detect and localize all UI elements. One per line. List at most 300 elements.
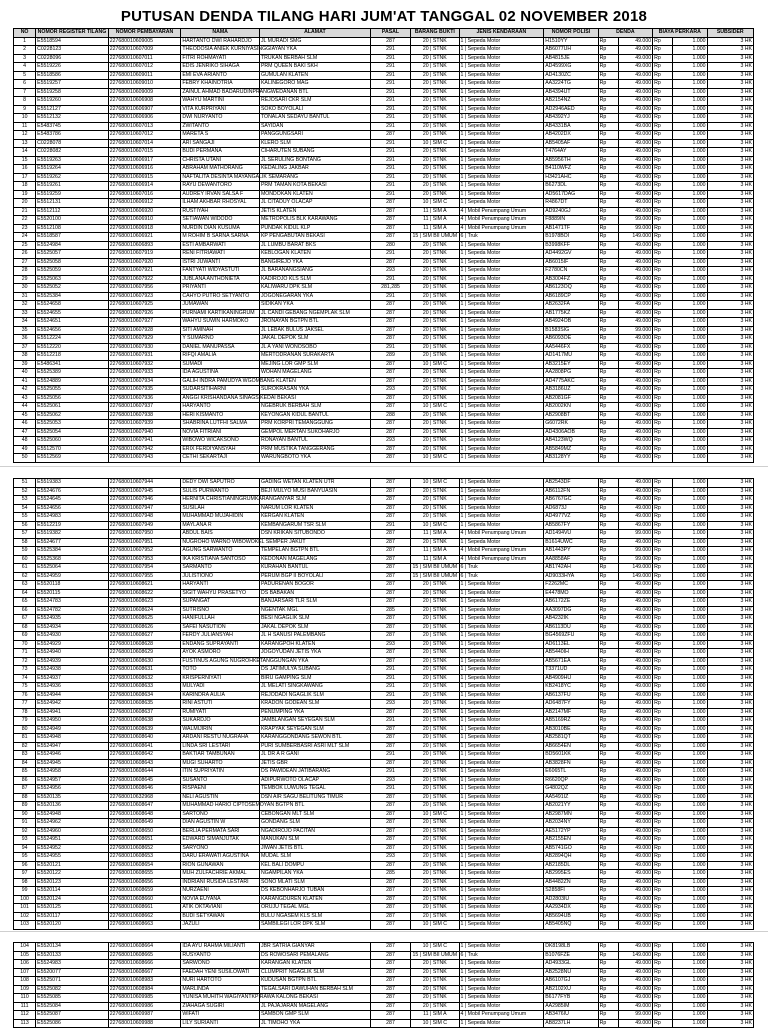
row-number: 67 bbox=[14, 615, 36, 624]
register-number: E5525060 bbox=[36, 437, 109, 446]
payment-number: 227680010607939 bbox=[108, 420, 181, 429]
row-number: 98 bbox=[14, 878, 36, 887]
fine-currency: Rp bbox=[598, 844, 618, 853]
plate-number: AA5446FX bbox=[544, 343, 598, 352]
offender-name: NELI AGUSTIN bbox=[181, 793, 260, 802]
vehicle-type: 1 | Sepeda Motor bbox=[459, 538, 544, 547]
offender-name: YUNISA MUHITH WAGIYANTKP RAWA KALONG BEKASI bbox=[182, 994, 318, 1001]
plate-number: AA8858AF bbox=[544, 555, 598, 564]
vehicle-type: 1 | Sepeda Motor bbox=[459, 122, 544, 131]
vehicle-type: 1 | Sepeda Motor bbox=[459, 80, 544, 89]
plate-number: AB2081GF bbox=[544, 394, 598, 403]
court-fee-amount: 1.000 bbox=[673, 233, 707, 242]
subsidiary-days: 3 HK bbox=[707, 895, 754, 904]
row-number: 78 bbox=[14, 708, 36, 717]
subsidiary-days: 3 HK bbox=[707, 275, 753, 284]
fee-currency: Rp bbox=[653, 190, 673, 199]
offender-address: CLUMPRIT NGAGLIK SLM bbox=[259, 968, 370, 977]
violated-article: 291 bbox=[370, 63, 410, 72]
court-fee-amount: 1.000 bbox=[673, 216, 707, 225]
violated-article: 285 bbox=[370, 606, 410, 615]
table-row bbox=[14, 572, 754, 581]
court-fee-amount: 1.000 bbox=[673, 1002, 707, 1011]
offender-name: RUSYANTO bbox=[181, 951, 260, 960]
subsidiary-days: 3 HK bbox=[707, 717, 754, 726]
plate-number: AD6487FY bbox=[544, 700, 598, 709]
fee-currency: Rp bbox=[653, 572, 673, 581]
subsidiary-days: 3 HK bbox=[707, 1011, 754, 1020]
evidence-item: 20 | STNK bbox=[411, 827, 459, 836]
fee-currency: Rp bbox=[653, 250, 673, 259]
payment-number: 227680010608653 bbox=[108, 853, 181, 862]
subsidiary-days: 3 HK bbox=[707, 114, 753, 123]
vehicle-type: 1 | Sepeda Motor bbox=[459, 768, 544, 777]
offender-name: BAKTIAR TAMBUNAN bbox=[181, 751, 260, 760]
plate-number: AD4306AOB bbox=[544, 428, 598, 437]
evidence-item: 20 | STNK bbox=[411, 131, 459, 140]
evidence-item: 20 | STNK bbox=[411, 887, 459, 896]
violated-article: 287 bbox=[370, 951, 410, 960]
table-row bbox=[14, 437, 754, 446]
offender-name: ABDUL BAIS bbox=[181, 530, 260, 539]
court-fee-amount: 1.000 bbox=[673, 700, 707, 709]
court-fee-amount: 1.000 bbox=[673, 581, 707, 590]
offender-address: ORUJU TEGAL MGL bbox=[259, 904, 370, 913]
fine-amount: 49.000 bbox=[618, 71, 652, 80]
fee-currency: Rp bbox=[653, 37, 673, 46]
offender-address: KALIWARU DPK SLM bbox=[259, 284, 370, 293]
fee-currency: Rp bbox=[653, 182, 673, 191]
violated-article: 291 bbox=[370, 156, 410, 165]
offender-address: JL PAJAJARAN MAGELANG bbox=[259, 1002, 370, 1011]
page-break bbox=[0, 931, 768, 932]
table-row bbox=[14, 156, 754, 165]
fine-currency: Rp bbox=[598, 1002, 618, 1011]
fee-currency: Rp bbox=[653, 725, 673, 734]
offender-address: TONALAN SEDAYU BANTUL bbox=[259, 114, 370, 123]
court-fee-amount: 1.000 bbox=[673, 156, 707, 165]
court-fee-amount: 1.000 bbox=[673, 943, 707, 952]
register-number: E5524945 bbox=[36, 759, 109, 768]
vehicle-type: 4 | Mobil Penumpang Umum bbox=[459, 216, 544, 225]
register-number: E5520117 bbox=[36, 912, 109, 921]
court-fee-amount: 1.000 bbox=[673, 360, 707, 369]
vehicle-type: 1 | Sepeda Motor bbox=[459, 853, 544, 862]
fine-currency: Rp bbox=[598, 88, 618, 97]
plate-number: S2858FI bbox=[544, 887, 598, 896]
vehicle-type: 1 | Sepeda Motor bbox=[459, 496, 544, 505]
fine-currency: Rp bbox=[598, 275, 618, 284]
plate-number: R4867DT bbox=[544, 199, 598, 208]
vehicle-type: 1 | Sepeda Motor bbox=[459, 725, 544, 734]
payment-number: 227680010607012 bbox=[108, 63, 181, 72]
table-row bbox=[14, 768, 754, 777]
offender-name: SUMADI bbox=[181, 360, 260, 369]
register-number: E5519382 bbox=[36, 530, 109, 539]
table-row bbox=[14, 606, 754, 615]
evidence-item: 20 | STNK bbox=[411, 734, 459, 743]
vehicle-type: 1 | Sepeda Motor bbox=[459, 589, 544, 598]
offender-address: JL H SANUSI PALEMBANG bbox=[259, 632, 370, 641]
fine-currency: Rp bbox=[598, 776, 618, 785]
register-number: E5518594 bbox=[36, 37, 109, 46]
plate-number: AB4123WQ bbox=[544, 437, 598, 446]
fee-currency: Rp bbox=[653, 199, 673, 208]
fee-currency: Rp bbox=[653, 437, 673, 446]
plate-number: AB6172ZE bbox=[544, 598, 598, 607]
vehicle-type: 1 | Sepeda Motor bbox=[459, 968, 544, 977]
fine-currency: Rp bbox=[598, 912, 618, 921]
subsidiary-days: 3 HK bbox=[707, 904, 754, 913]
register-number: E5519383 bbox=[36, 479, 109, 488]
vehicle-type: 1 | Sepeda Motor bbox=[459, 369, 544, 378]
fine-amount: 49.000 bbox=[618, 80, 652, 89]
evidence-item: 11 | SIM A bbox=[411, 530, 459, 539]
payment-number: 227680010607947 bbox=[108, 504, 181, 513]
violated-article: 287 bbox=[370, 615, 410, 624]
subsidiary-days: 3 HK bbox=[707, 386, 753, 395]
plate-number: AB6015IF bbox=[544, 258, 598, 267]
table-row bbox=[14, 309, 754, 318]
violated-article: 291 bbox=[370, 292, 410, 301]
row-number: 79 bbox=[14, 717, 36, 726]
table-row bbox=[14, 547, 754, 556]
violated-article: 287 bbox=[370, 742, 410, 751]
payment-number: 227680010607012 bbox=[108, 131, 181, 140]
fine-amount: 49.000 bbox=[618, 912, 652, 921]
offender-name: DARU ERAWATI AGUSTINA bbox=[181, 853, 260, 862]
evidence-item: 20 | STNK bbox=[411, 589, 459, 598]
evidence-item: 20 | STNK bbox=[411, 88, 459, 97]
subsidiary-days: 3 HK bbox=[707, 445, 753, 454]
plate-number: AB5956TH bbox=[544, 156, 598, 165]
fine-currency: Rp bbox=[598, 802, 618, 811]
court-fee-amount: 1.000 bbox=[673, 199, 707, 208]
register-number: E5512224 bbox=[36, 335, 109, 344]
plate-number: AD2946AED bbox=[544, 105, 598, 114]
fine-currency: Rp bbox=[598, 878, 618, 887]
table-row bbox=[14, 369, 754, 378]
offender-name: NAFTALITA DESINTA MAYANGALIK SEMARANG bbox=[182, 173, 299, 180]
payment-number: 227680010608660 bbox=[108, 895, 181, 904]
court-fee-amount: 1.000 bbox=[673, 207, 707, 216]
violated-article: 287 bbox=[370, 844, 410, 853]
violated-article: 293 bbox=[370, 437, 410, 446]
fine-currency: Rp bbox=[598, 80, 618, 89]
fine-currency: Rp bbox=[598, 666, 618, 675]
offender-name: THEODOSIA ANIEK KURNIYASINGGIAYAN YKA bbox=[182, 46, 297, 53]
payment-number: 227680010608626 bbox=[108, 623, 181, 632]
violated-article: 287 bbox=[370, 309, 410, 318]
plate-number: AB1775KZ bbox=[544, 309, 598, 318]
payment-number: 227680010607955 bbox=[108, 572, 181, 581]
payment-number: 227680010607945 bbox=[108, 487, 181, 496]
offender-address: WOHAN MAGELANG bbox=[259, 369, 370, 378]
subsidiary-days: 3 HK bbox=[707, 734, 754, 743]
court-fee-amount: 1.000 bbox=[673, 377, 707, 386]
evidence-item: 20 | STNK bbox=[411, 802, 459, 811]
offender-name: WAHYU MARTINI bbox=[181, 97, 260, 106]
payment-number: 227680010608631 bbox=[108, 666, 181, 675]
row-number: 93 bbox=[14, 836, 36, 845]
payment-number: 227680010608665 bbox=[108, 951, 181, 960]
court-fee-amount: 1.000 bbox=[673, 861, 707, 870]
vehicle-type: 1 | Sepeda Motor bbox=[459, 666, 544, 675]
offender-name: EMI EVA ARIANTO bbox=[181, 71, 260, 80]
plate-number: AB4392YJ bbox=[544, 114, 598, 123]
payment-number: 227680010607944 bbox=[108, 479, 181, 488]
fines-table-1 bbox=[13, 28, 754, 463]
fee-currency: Rp bbox=[653, 951, 673, 960]
offender-address: SIDIKAN YKA bbox=[259, 301, 370, 310]
table-row bbox=[14, 496, 754, 505]
evidence-item: 20 | STNK bbox=[411, 326, 459, 335]
fine-currency: Rp bbox=[598, 46, 618, 55]
offender-name: LILY SURIANTI bbox=[181, 1019, 260, 1028]
register-number: E5525384 bbox=[36, 292, 109, 301]
table-row bbox=[14, 615, 754, 624]
document-title: PUTUSAN DENDA TILANG HARI JUM'AT TANGGAL 02 NOVEMBER 2018 bbox=[120, 8, 648, 25]
evidence-item: 20 | STNK bbox=[411, 496, 459, 505]
table-row bbox=[14, 131, 754, 140]
evidence-item: 20 | STNK bbox=[411, 615, 459, 624]
payment-number: 227680010608630 bbox=[108, 657, 181, 666]
offender-address: JIWAN JETIS BTL bbox=[259, 844, 370, 853]
violated-article: 289 bbox=[370, 352, 410, 361]
court-fee-amount: 1.000 bbox=[673, 977, 707, 986]
fine-amount: 49.000 bbox=[618, 538, 652, 547]
fee-currency: Rp bbox=[653, 912, 673, 921]
violated-article: 287 bbox=[370, 1019, 410, 1028]
row-number: 43 bbox=[14, 394, 36, 403]
fine-currency: Rp bbox=[598, 657, 618, 666]
col-article-header: PASAL bbox=[370, 29, 410, 38]
court-fee-amount: 1.000 bbox=[673, 623, 707, 632]
table-row bbox=[14, 139, 754, 148]
fine-amount: 49.000 bbox=[618, 37, 652, 46]
payment-number: 227680010608642 bbox=[108, 751, 181, 760]
payment-number: 227680010632968 bbox=[108, 793, 181, 802]
row-number: 77 bbox=[14, 700, 36, 709]
violated-article: 287 bbox=[370, 318, 410, 327]
offender-address: KARANGGONDANG SEWON BTL bbox=[259, 734, 370, 743]
register-number: E5524783 bbox=[36, 598, 109, 607]
offender-name: KRISPERNIYATI bbox=[181, 674, 260, 683]
fee-currency: Rp bbox=[653, 224, 673, 233]
fee-currency: Rp bbox=[653, 173, 673, 182]
register-number: E5512570 bbox=[36, 445, 109, 454]
row-number: 52 bbox=[14, 487, 36, 496]
violated-article: 287 bbox=[370, 960, 410, 969]
fine-currency: Rp bbox=[598, 445, 618, 454]
offender-name: PRIYANTI bbox=[181, 284, 260, 293]
row-number: 14 bbox=[14, 148, 36, 157]
table-row bbox=[14, 674, 754, 683]
fine-amount: 49.000 bbox=[618, 640, 652, 649]
fee-currency: Rp bbox=[653, 853, 673, 862]
offender-address: JL CITADUY OLACAP bbox=[259, 199, 370, 208]
fee-currency: Rp bbox=[653, 819, 673, 828]
fee-currency: Rp bbox=[653, 496, 673, 505]
fine-amount: 49.000 bbox=[618, 759, 652, 768]
court-fee-amount: 1.000 bbox=[673, 985, 707, 994]
offender-address: SOKO BOYOLALI bbox=[259, 105, 370, 114]
fine-amount: 49.000 bbox=[618, 632, 652, 641]
court-fee-amount: 1.000 bbox=[673, 114, 707, 123]
plate-number: AB4909HU bbox=[544, 674, 598, 683]
violated-article: 287 bbox=[370, 994, 410, 1003]
plate-number: AB2543DF bbox=[544, 479, 598, 488]
row-number: 20 bbox=[14, 199, 36, 208]
fine-amount: 49.000 bbox=[618, 921, 652, 930]
violated-article: 291 bbox=[370, 165, 410, 174]
row-number: 24 bbox=[14, 233, 36, 242]
subsidiary-days: 3 HK bbox=[707, 326, 753, 335]
vehicle-type: 1 | Sepeda Motor bbox=[459, 326, 544, 335]
table-row bbox=[14, 445, 754, 454]
fine-amount: 49.000 bbox=[618, 207, 652, 216]
row-number: 109 bbox=[14, 985, 36, 994]
fee-currency: Rp bbox=[653, 504, 673, 513]
payment-number: 227680010607927 bbox=[108, 318, 181, 327]
subsidiary-days: 3 HK bbox=[707, 258, 753, 267]
evidence-item: 20 | STNK bbox=[411, 751, 459, 760]
offender-name: IDA AGUSTINA bbox=[181, 369, 260, 378]
plate-number: AD6873J bbox=[544, 504, 598, 513]
col-court-fee-header: BIAYA PERKARA bbox=[653, 29, 707, 38]
fee-currency: Rp bbox=[653, 97, 673, 106]
table-row bbox=[14, 708, 754, 717]
offender-name: BUDI PERMANA bbox=[181, 148, 260, 157]
row-number: 82 bbox=[14, 742, 36, 751]
plate-number: E6065TL bbox=[544, 768, 598, 777]
plate-number: BG4569ZFU bbox=[544, 632, 598, 641]
fine-currency: Rp bbox=[598, 360, 618, 369]
offender-address: KARANGAN KLATEN bbox=[259, 960, 370, 969]
row-number: 97 bbox=[14, 870, 36, 879]
row-number: 64 bbox=[14, 589, 36, 598]
subsidiary-days: 3 HK bbox=[707, 156, 753, 165]
offender-name: RUSTIYAH bbox=[181, 207, 260, 216]
subsidiary-days: 3 HK bbox=[707, 555, 754, 564]
fine-currency: Rp bbox=[598, 394, 618, 403]
fine-currency: Rp bbox=[598, 994, 618, 1003]
plate-number: F8889IN bbox=[544, 216, 598, 225]
register-number: E5524948 bbox=[36, 734, 109, 743]
offender-address: JL A YANI WONOSOBO bbox=[259, 343, 370, 352]
register-number: E5524656 bbox=[36, 326, 109, 335]
plate-number: AB5169RZ bbox=[544, 717, 598, 726]
offender-address: JL LUMBU BARAT BKS bbox=[259, 241, 370, 250]
offender-address: KRADON GODEAN SLM bbox=[259, 700, 370, 709]
subsidiary-days: 3 HK bbox=[707, 131, 753, 140]
offender-address: TEGALSARI DAWUHAN BERBAH SLM bbox=[259, 985, 370, 994]
offender-name: IKA KRISTIANA SANTOSO bbox=[181, 555, 260, 564]
fee-currency: Rp bbox=[653, 292, 673, 301]
fine-currency: Rp bbox=[598, 759, 618, 768]
fine-amount: 49.000 bbox=[618, 496, 652, 505]
plate-number: AB3004FZ bbox=[544, 275, 598, 284]
register-number: E5512219 bbox=[36, 521, 109, 530]
offender-address: KEYONGAN KIDUL BANTUL bbox=[259, 411, 370, 420]
fee-currency: Rp bbox=[653, 640, 673, 649]
offender-name: SAFEI NASUTION bbox=[181, 623, 260, 632]
evidence-item: 20 | STNK bbox=[411, 708, 459, 717]
row-number: 94 bbox=[14, 844, 36, 853]
payment-number: 227680010607951 bbox=[108, 538, 181, 547]
fine-amount: 49.000 bbox=[618, 139, 652, 148]
vehicle-type: 1 | Sepeda Motor bbox=[459, 267, 544, 276]
violated-article: 287 bbox=[370, 581, 410, 590]
payment-number: 227680010609988 bbox=[108, 1019, 181, 1028]
vehicle-type: 1 | Sepeda Motor bbox=[459, 742, 544, 751]
row-number: 32 bbox=[14, 301, 36, 310]
fine-amount: 49.000 bbox=[618, 853, 652, 862]
offender-name: WALMIJIRIN bbox=[181, 725, 260, 734]
offender-address: PRM MUSTIKA TANGGERANG bbox=[259, 445, 370, 454]
fee-currency: Rp bbox=[653, 165, 673, 174]
register-number: E5512127 bbox=[36, 105, 109, 114]
offender-address: NGADIROJO PACITAN bbox=[259, 827, 370, 836]
row-number: 33 bbox=[14, 309, 36, 318]
offender-address: BULU NGASEM KLS SLM bbox=[259, 912, 370, 921]
plate-number: H1510YY bbox=[544, 37, 598, 46]
offender-name: MAYLANA R bbox=[181, 521, 260, 530]
row-number: 11 bbox=[14, 122, 36, 131]
fee-currency: Rp bbox=[653, 666, 673, 675]
offender-address: KEDONAN MAGELANG bbox=[259, 555, 370, 564]
fine-amount: 49.000 bbox=[618, 785, 652, 794]
subsidiary-days: 3 HK bbox=[707, 589, 754, 598]
register-number: E5512220 bbox=[36, 343, 109, 352]
plate-number: AB2581QT bbox=[544, 734, 598, 743]
fee-currency: Rp bbox=[653, 564, 673, 573]
fee-currency: Rp bbox=[653, 454, 673, 463]
offender-name: ILHAM AKHBAR RHOSYAL bbox=[181, 199, 260, 208]
payment-number: 227680010607013 bbox=[108, 122, 181, 131]
register-number: E5483786 bbox=[36, 131, 109, 140]
offender-address: DS KEBONHARJO TUBAN bbox=[259, 887, 370, 896]
court-fee-amount: 1.000 bbox=[673, 994, 707, 1003]
payment-number: 227680010608649 bbox=[108, 819, 181, 828]
offender-name: NOVIA FITRIANI bbox=[181, 428, 260, 437]
offender-name: SHABRINA LUTFHI SALMA bbox=[181, 420, 260, 429]
table-row bbox=[14, 742, 754, 751]
fine-amount: 49.000 bbox=[618, 943, 652, 952]
vehicle-type: 4 | Mobil Penumpang Umum bbox=[459, 530, 544, 539]
payment-number: 227680010607923 bbox=[108, 292, 181, 301]
col-vehicle-header: JENIS KENDARAAN bbox=[459, 29, 544, 38]
court-fee-amount: 1.000 bbox=[673, 309, 707, 318]
offender-name: KARINDRA AULIA bbox=[181, 691, 260, 700]
offender-address: PRM TAMAN KOTA BEKASI bbox=[259, 182, 370, 191]
plate-number: AB5741GO bbox=[544, 844, 598, 853]
evidence-item: 10 | SIM C bbox=[411, 139, 459, 148]
offender-name: ARI SANGAJI bbox=[181, 139, 260, 148]
register-number: E5519264 bbox=[36, 165, 109, 174]
subsidiary-days: 3 HK bbox=[707, 454, 753, 463]
vehicle-type: 1 | Sepeda Motor bbox=[459, 479, 544, 488]
violated-article: 291 bbox=[370, 717, 410, 726]
subsidiary-days: 3 HK bbox=[707, 394, 753, 403]
payment-number: 227680010606893 bbox=[108, 241, 181, 250]
subsidiary-days: 3 HK bbox=[707, 165, 753, 174]
evidence-item: 20 | STNK bbox=[411, 666, 459, 675]
row-number: 101 bbox=[14, 904, 36, 913]
violated-article: 285 bbox=[370, 870, 410, 879]
fine-currency: Rp bbox=[598, 190, 618, 199]
court-fee-amount: 1.000 bbox=[673, 292, 707, 301]
